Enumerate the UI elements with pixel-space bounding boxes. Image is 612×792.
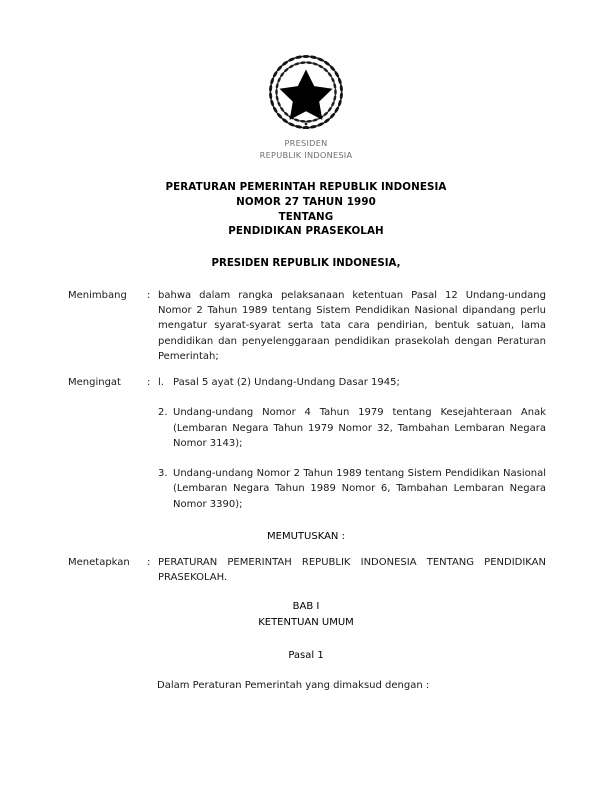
chapter-name: KETENTUAN UMUM bbox=[258, 617, 354, 628]
list-item bbox=[158, 466, 546, 512]
menimbang-text: bahwa dalam rangka pelaksanaan ketentuan Pasal 12 Undang-undang Nomor 2 Tahun 1989 tentang Sistem Pendidikan Nasional dipandang perlu mengatur syarat-syarat serta tata cara pendirian, bentuk satuan, lama pendidikan dan penyelenggaraan pendidikan prasekolah dengan Peraturan Pemerintah; bbox=[158, 290, 546, 362]
title-line-about: TENTANG bbox=[278, 210, 334, 223]
mengingat-colon: : bbox=[147, 377, 151, 388]
clause-mengingat bbox=[68, 375, 546, 512]
menetapkan-text: PERATURAN PEMERINTAH REPUBLIK INDONESIA TENTANG PENDIDIKAN PRASEKOLAH. bbox=[158, 557, 546, 584]
list-item-marker: 2. bbox=[158, 407, 168, 419]
document-title-block bbox=[0, 180, 612, 239]
star-shape bbox=[280, 70, 333, 120]
article-lead-in: Dalam Peraturan Pemerintah yang dimaksud dengan : bbox=[157, 680, 430, 691]
menetapkan-label: Menetapkan bbox=[68, 557, 130, 568]
title-line-number: NOMOR 27 TAHUN 1990 bbox=[236, 195, 376, 208]
issuer-line: PRESIDEN REPUBLIK INDONESIA, bbox=[211, 258, 401, 269]
emblem-container bbox=[0, 48, 612, 136]
menimbang-label: Menimbang bbox=[68, 290, 127, 301]
list-item-text: Undang-undang Nomor 4 Tahun 1979 tentang Kesejahteraan Anak (Lembaran Negara Tahun 1979 Nomor 32, Tambahan Lembaran Negara Nomor 3143); bbox=[173, 407, 546, 449]
mengingat-list bbox=[158, 375, 546, 512]
article-heading: Pasal 1 bbox=[288, 650, 324, 661]
menetapkan-colon: : bbox=[147, 557, 151, 568]
presidential-seal-icon bbox=[262, 48, 350, 136]
list-item-text: Pasal 5 ayat (2) Undang-Undang Dasar 1945; bbox=[173, 377, 400, 388]
chapter-number: BAB I bbox=[292, 601, 320, 612]
list-item bbox=[158, 405, 546, 451]
list-item-text: Undang-undang Nomor 2 Tahun 1989 tentang Sistem Pendidikan Nasional (Lembaran Negara Tahun 1989 Nomor 6, Tambahan Lembaran Negara Nomor 3390); bbox=[173, 468, 546, 510]
header-caption-line-1: PRESIDEN bbox=[284, 138, 328, 148]
header-caption bbox=[0, 138, 612, 161]
header-caption-line-2: REPUBLIK INDONESIA bbox=[259, 149, 353, 160]
title-line-regulation: PERATURAN PEMERINTAH REPUBLIK INDONESIA bbox=[165, 181, 447, 193]
menimbang-colon: : bbox=[147, 290, 151, 301]
list-item-marker: 3. bbox=[158, 468, 168, 480]
title-line-subject: PENDIDIKAN PRASEKOLAH bbox=[228, 225, 384, 238]
clause-menetapkan bbox=[68, 555, 546, 585]
list-item bbox=[158, 375, 546, 390]
clause-menimbang bbox=[68, 288, 546, 364]
mengingat-label: Mengingat bbox=[68, 377, 121, 388]
list-item-marker: l. bbox=[158, 377, 164, 388]
memutuskan-heading: MEMUTUSKAN : bbox=[267, 531, 345, 542]
